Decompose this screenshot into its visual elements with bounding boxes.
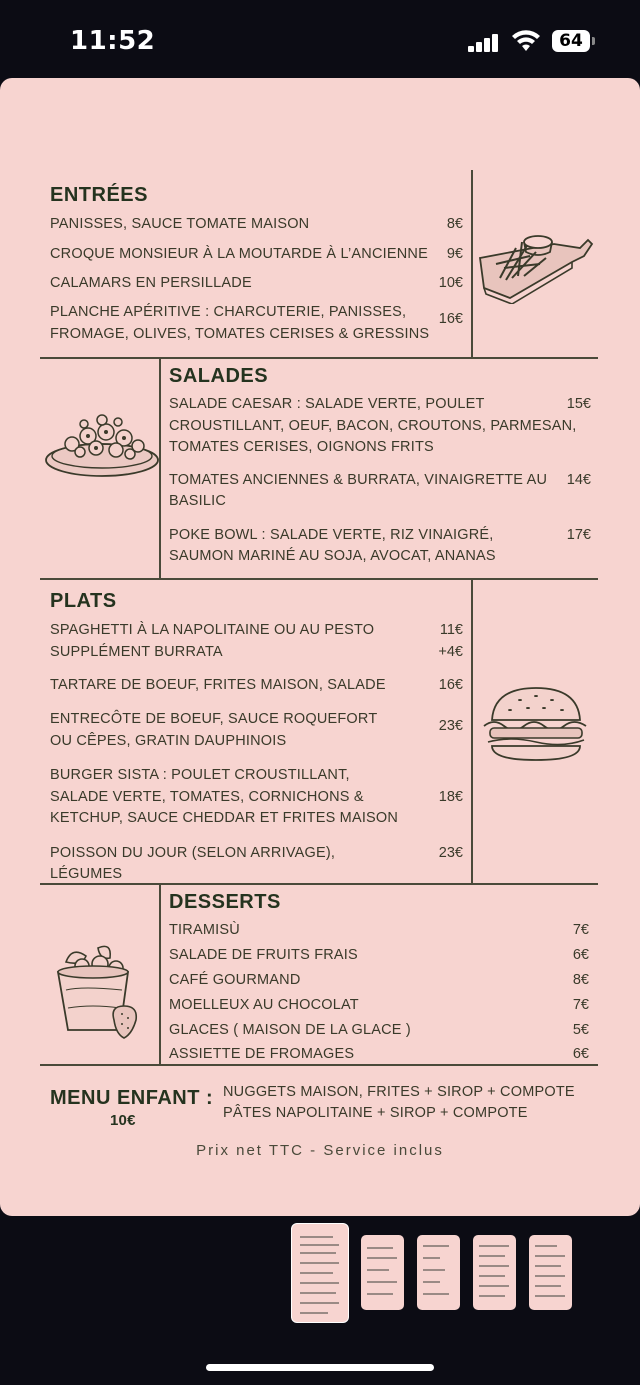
menu-item: SPAGHETTI À LA NAPOLITAINE OU AU PESTO: [50, 622, 375, 638]
menu-price: 17€: [566, 527, 591, 543]
menu-price: 16€: [438, 311, 463, 327]
menu-item: LÉGUMES: [50, 866, 123, 882]
wifi-icon: [510, 29, 542, 53]
menu-item: SUPPLÉMENT BURRATA: [50, 644, 223, 660]
menu-price: 14€: [566, 472, 591, 488]
battery-tip: [592, 37, 595, 45]
menu-item: PÂTES NAPOLITAINE + SIROP + COMPOTE: [223, 1105, 528, 1121]
thumbnail-page-2[interactable]: [361, 1235, 404, 1310]
menu-price: 18€: [438, 789, 463, 805]
menu-item: MOELLEUX AU CHOCOLAT: [169, 997, 359, 1013]
fries-board-icon: [476, 218, 594, 304]
menu-item: OU CÊPES, GRATIN DAUPHINOIS: [50, 733, 287, 749]
menu-item: SALADE VERTE, TOMATES, CORNICHONS &: [50, 789, 364, 805]
burger-icon: [480, 684, 590, 766]
thumbnail-page-5[interactable]: [529, 1235, 572, 1310]
menu-item: TIRAMISÙ: [169, 922, 240, 938]
menu-image[interactable]: [0, 78, 640, 1216]
menu-item: PLANCHE APÉRITIVE : CHARCUTERIE, PANISSES,: [50, 304, 407, 320]
menu-item: CROUSTILLANT, OEUF, BACON, CROUTONS, PARMESAN,: [169, 418, 577, 434]
menu-item: PANISSES, SAUCE TOMATE MAISON: [50, 216, 310, 232]
thumbnail-page-3[interactable]: [417, 1235, 460, 1310]
section-title-desserts: DESSERTS: [169, 891, 281, 913]
thumbnail-page-1[interactable]: [292, 1224, 348, 1322]
menu-price: 7€: [572, 997, 589, 1013]
menu-enfant-price: 10€: [110, 1112, 136, 1129]
status-bar: [0, 0, 640, 78]
menu-item: SALADE DE FRUITS FRAIS: [169, 947, 358, 963]
menu-price: 7€: [572, 922, 589, 938]
menu-price: +4€: [438, 644, 463, 660]
menu-item: BURGER SISTA : POULET CROUSTILLANT,: [50, 767, 350, 783]
menu-item: SAUMON MARINÉ AU SOJA, AVOCAT, ANANAS: [169, 548, 496, 564]
menu-price: 6€: [572, 947, 589, 963]
menu-price: 5€: [572, 1022, 589, 1038]
menu-item: KETCHUP, SAUCE CHEDDAR ET FRITES MAISON: [50, 810, 399, 826]
menu-item: TARTARE DE BOEUF, FRITES MAISON, SALADE: [50, 677, 386, 693]
menu-item: POISSON DU JOUR (SELON ARRIVAGE),: [50, 845, 336, 861]
divider: [471, 580, 473, 884]
menu-item: BASILIC: [169, 493, 227, 509]
menu-price: 16€: [438, 677, 463, 693]
section-title-plats: PLATS: [50, 590, 117, 612]
section-title-entrees: ENTRÉES: [50, 184, 148, 206]
menu-item: TOMATES CERISES, OIGNONS FRITS: [169, 439, 434, 455]
menu-price: 9€: [446, 246, 463, 262]
menu-item: CROQUE MONSIEUR À LA MOUTARDE À L’ANCIENNE: [50, 246, 428, 262]
status-time: 11:52: [70, 26, 156, 56]
divider: [40, 578, 598, 580]
menu-item: POKE BOWL : SALADE VERTE, RIZ VINAIGRÉ,: [169, 527, 494, 543]
menu-item: CALAMARS EN PERSILLADE: [50, 275, 252, 291]
divider: [40, 883, 598, 885]
home-indicator[interactable]: [206, 1364, 434, 1371]
menu-price: 15€: [566, 396, 591, 412]
footer-note: Prix net TTC - Service inclus: [196, 1142, 444, 1159]
salad-bowl-icon: [44, 406, 162, 482]
divider: [159, 884, 161, 1065]
menu-item: NUGGETS MAISON, FRITES + SIROP + COMPOTE: [223, 1084, 575, 1100]
menu-item: ASSIETTE DE FROMAGES: [169, 1046, 355, 1062]
cellular-signal-icon: [468, 32, 500, 52]
menu-item: FROMAGE, OLIVES, TOMATES CERISES & GRESSINS: [50, 326, 430, 342]
thumbnail-strip: [0, 1222, 640, 1332]
menu-price: 8€: [446, 216, 463, 232]
thumbnail-page-4[interactable]: [473, 1235, 516, 1310]
menu-item: CAFÉ GOURMAND: [169, 972, 301, 988]
menu-price: 23€: [438, 718, 463, 734]
menu-price: 10€: [438, 275, 463, 291]
section-title-salades: SALADES: [169, 365, 269, 387]
menu-item: ENTRECÔTE DE BOEUF, SAUCE ROQUEFORT: [50, 711, 378, 727]
divider: [471, 170, 473, 358]
dessert-cup-icon: [52, 942, 144, 1042]
battery-icon: 64: [552, 30, 590, 52]
menu-price: 11€: [439, 622, 463, 638]
menu-item: GLACES ( MAISON DE LA GLACE ): [169, 1022, 411, 1038]
menu-price: 6€: [572, 1046, 589, 1062]
menu-item: TOMATES ANCIENNES & BURRATA, VINAIGRETTE AU: [169, 472, 548, 488]
divider: [40, 357, 598, 359]
menu-price: 23€: [438, 845, 463, 861]
menu-price: 8€: [572, 972, 589, 988]
menu-enfant-title: MENU ENFANT :: [50, 1087, 214, 1109]
menu-item: SALADE CAESAR : SALADE VERTE, POULET: [169, 396, 485, 412]
